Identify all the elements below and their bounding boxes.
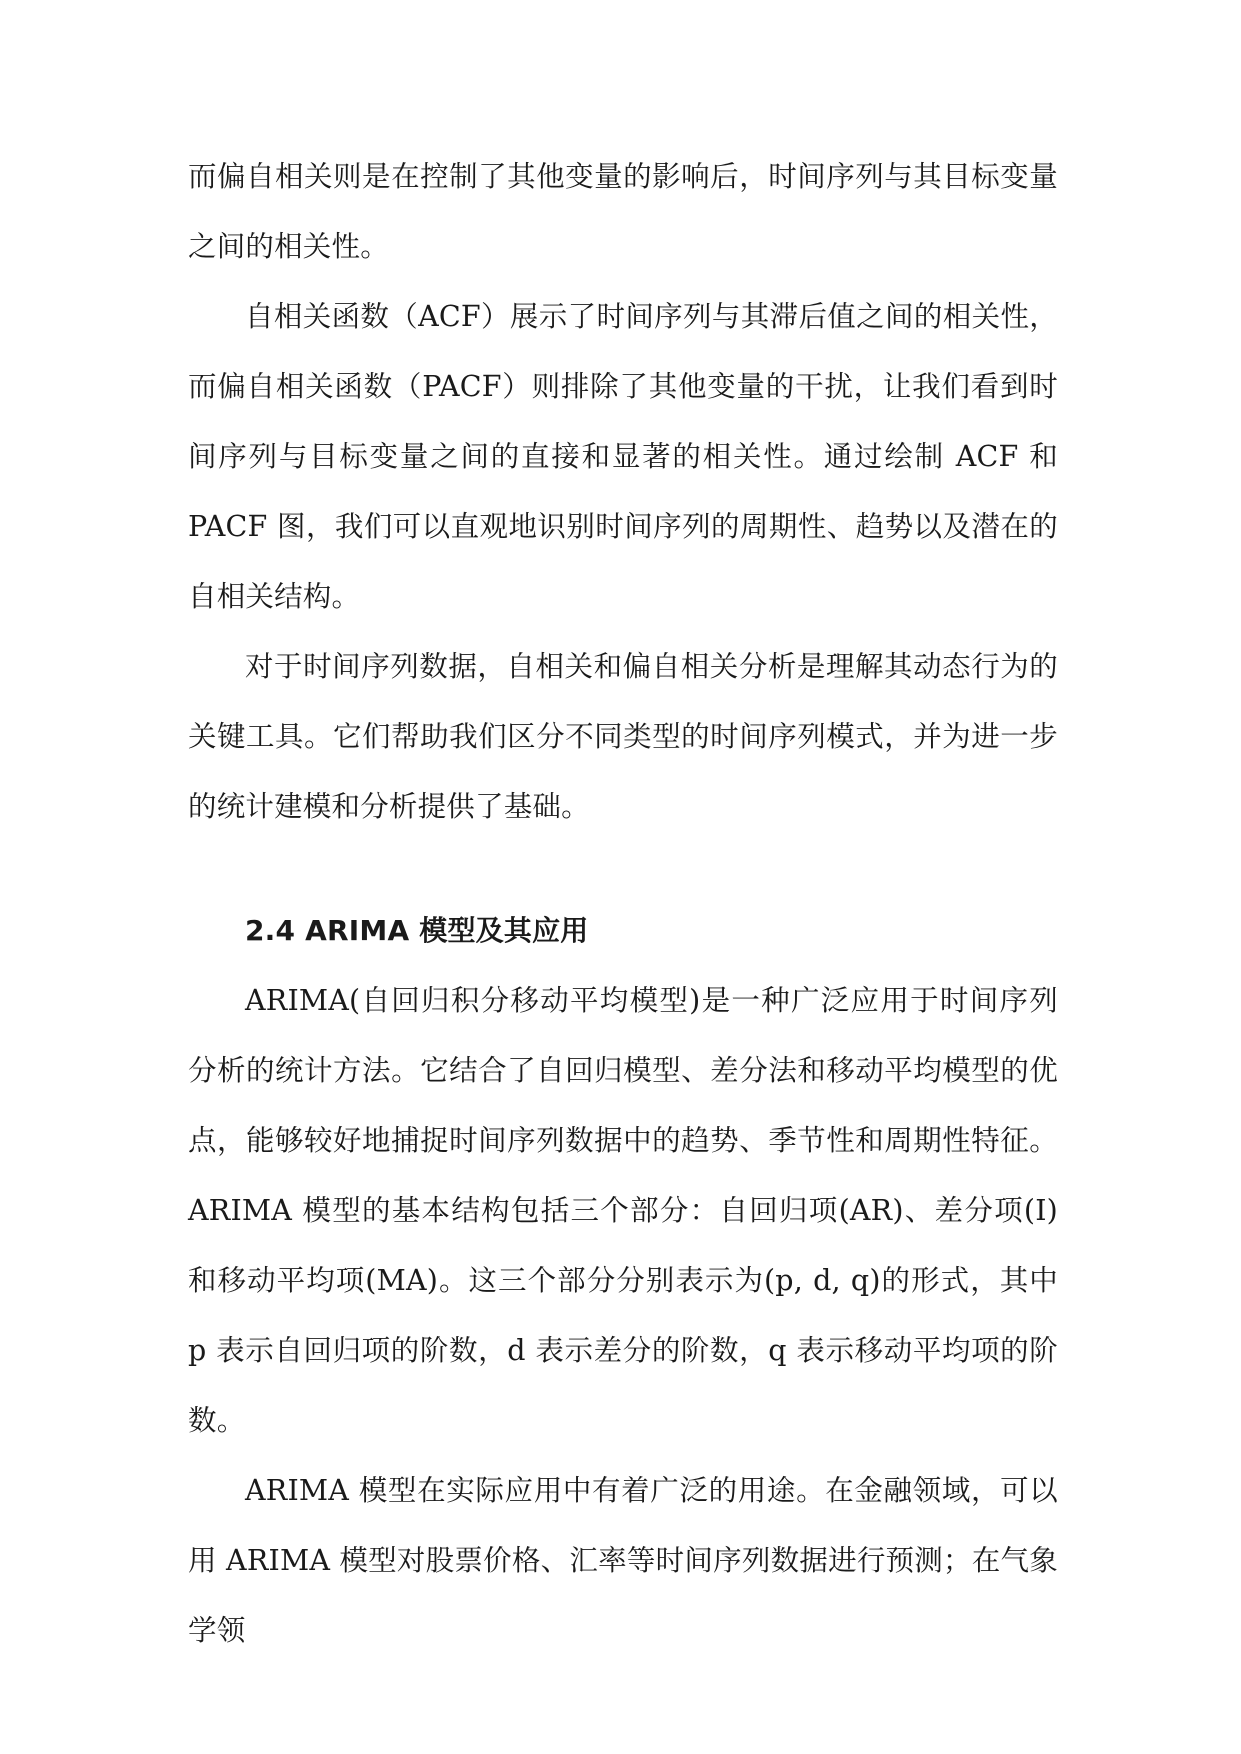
document-body	[188, 142, 1058, 1666]
paragraph-analysis-tools: 对于时间序列数据，自相关和偏自相关分析是理解其动态行为的关键工具。它们帮助我们区分不同类型的时间序列模式，并为进一步的统计建模和分析提供了基础。	[188, 650, 1058, 823]
section-heading-arima: 2.4 ARIMA 模型及其应用	[245, 914, 589, 947]
paragraph-partial-autocorrelation: 而偏自相关则是在控制了其他变量的影响后，时间序列与其目标变量之间的相关性。	[188, 160, 1058, 263]
paragraph-arima-applications: ARIMA 模型在实际应用中有着广泛的用途。在金融领域，可以用 ARIMA 模型对股票价格、汇率等时间序列数据进行预测；在气象学领	[188, 1474, 1058, 1647]
paragraph-arima-definition: ARIMA(自回归积分移动平均模型)是一种广泛应用于时间序列分析的统计方法。它结合了自回归模型、差分法和移动平均模型的优点，能够较好地捕捉时间序列数据中的趋势、季节性和周期性特征。ARIMA 模型的基本结构包括三个部分：自回归项(AR)、差分项(I)和移动平均项(MA)。这三个部分分别表示为(p, d, q)的形式，其中 p 表示自回归项的阶数，d 表示差分的阶数，q 表示移动平均项的阶数。	[188, 984, 1058, 1437]
paragraph-acf-pacf: 自相关函数（ACF）展示了时间序列与其滞后值之间的相关性，而偏自相关函数（PACF）则排除了其他变量的干扰，让我们看到时间序列与目标变量之间的直接和显著的相关性。通过绘制 ACF 和 PACF 图，我们可以直观地识别时间序列的周期性、趋势以及潜在的自相关结构。	[188, 300, 1058, 613]
